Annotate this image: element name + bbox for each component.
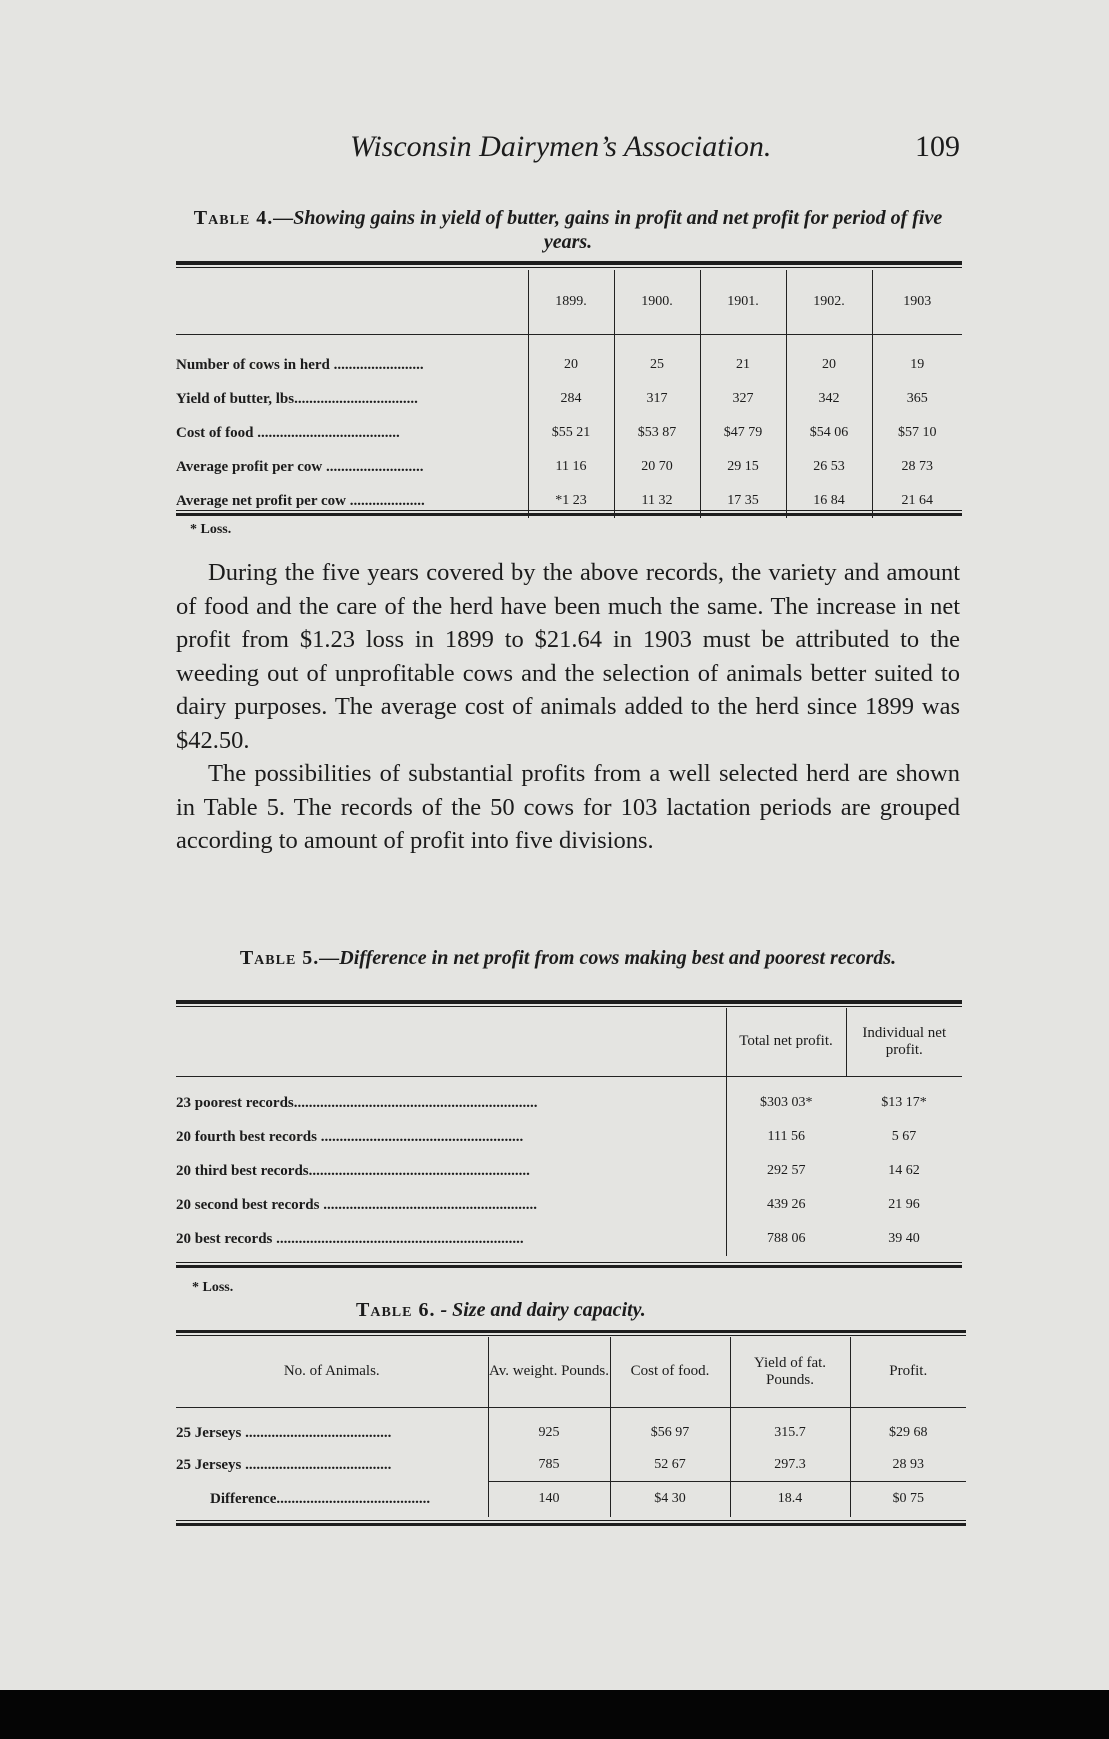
table6-row-difference [176,1481,966,1517]
table4-cell: *1 23 [528,484,614,518]
table4-cell: $57 10 [872,416,962,450]
table6-cell: 785 [488,1449,610,1481]
table6-top-rule [176,1330,966,1333]
table4-col-1903: 1903 [872,270,962,334]
table4-cell: 16 84 [786,484,872,518]
table5-row [176,1086,962,1120]
running-head-title: Wisconsin Dairymen’s Association. [350,130,772,163]
table5-row [176,1120,962,1154]
table4-cell: 21 [700,348,786,382]
table4-cell: 21 64 [872,484,962,518]
table6-col-fat: Yield of fat. Pounds. [730,1337,850,1407]
table6-col-weight: Av. weight. Pounds. [488,1337,610,1407]
table4-cell: 20 [786,348,872,382]
table4-row-label: Average net profit per cow .................... [176,492,425,509]
table6-header-row [176,1337,966,1407]
table4-cell: 20 [528,348,614,382]
table5-row-label: 20 third best records........................................................... [176,1162,530,1179]
table4 [176,270,962,518]
table6-cell: 28 93 [850,1449,966,1481]
table4-cell: $54 06 [786,416,872,450]
table6-caption-text: - Size and dairy capacity. [440,1299,646,1321]
page-number: 109 [915,130,960,163]
table6-row [176,1417,966,1449]
table6-row-label: 25 Jerseys ....................................... [176,1424,392,1441]
table5-cell: 439 26 [726,1188,846,1222]
table5-row-label: 20 second best records ......................................................... [176,1196,537,1213]
table4-bottom-rule-thin [176,510,962,511]
table5-cell: $303 03* [726,1086,846,1120]
table5-header-blank [176,1008,726,1076]
table4-cell: 19 [872,348,962,382]
table4-cell: 11 32 [614,484,700,518]
table6-spacer-row [176,1407,966,1417]
table6-row [176,1449,966,1481]
table4-row [176,382,962,416]
table4-cell: 342 [786,382,872,416]
table5-cell: 788 06 [726,1222,846,1256]
table4-top-rule [176,261,962,265]
table6-label: Table 6. [356,1299,436,1321]
scan-border [0,1690,1109,1739]
table6-bottom-rule [176,1523,966,1526]
table5-row-label: 23 poorest records................................................................. [176,1094,538,1111]
table4-caption [176,206,960,254]
table6-caption [356,1298,776,1322]
table4-cell: 11 16 [528,450,614,484]
table5-spacer-row [176,1076,962,1086]
table5-bottom-rule [176,1265,962,1268]
table6-cell: 297.3 [730,1449,850,1481]
table4-col-1899: 1899. [528,270,614,334]
table5 [176,1008,962,1256]
table4-col-1902: 1902. [786,270,872,334]
paragraph: The possibilities of substantial profits from a well selected herd are shown in Table 5. The records of the 50 cows for 103 lactation periods are grouped according to amount of profit into five divisions. [176,760,960,854]
table4-row [176,348,962,382]
table5-top-rule-thin [176,1006,962,1007]
table6-col-animals: No. of Animals. [176,1337,488,1407]
table5-row [176,1188,962,1222]
table5-cell: 111 56 [726,1120,846,1154]
table4-cell: 365 [872,382,962,416]
table6-cell: 925 [488,1417,610,1449]
table4-cell: 29 15 [700,450,786,484]
table4-bottom-rule [176,513,962,516]
table4-row-label: Cost of food ...................................... [176,424,400,441]
table5-cell: 21 96 [888,1197,920,1212]
table4-cell: 28 73 [872,450,962,484]
table4-cell: 284 [528,382,614,416]
table5-col-individual: Individual net profit. [846,1008,962,1076]
table4-cell: $47 79 [700,416,786,450]
table4-spacer-row [176,334,962,348]
table6-cell: $56 97 [610,1417,730,1449]
table4-cell: 25 [614,348,700,382]
table5-footnote: * Loss. [192,1280,234,1295]
table4-caption-text: —Showing gains in yield of butter, gains in profit and net profit for period of five years. [273,207,943,253]
table5-row [176,1154,962,1188]
table4-col-1900: 1900. [614,270,700,334]
table4-row-label: Number of cows in herd ........................ [176,356,424,373]
table4-row-label: Yield of butter, lbs................................. [176,390,418,407]
table5-cell: 14 62 [888,1163,920,1178]
table4-col-1901: 1901. [700,270,786,334]
table6-cell: 18.4 [730,1481,850,1517]
table4-row [176,416,962,450]
body-text [176,556,960,858]
table4-header-row [176,270,962,334]
table6-col-profit: Profit. [850,1337,966,1407]
table4-cell: 26 53 [786,450,872,484]
table6-col-cost: Cost of food. [610,1337,730,1407]
table4-row-label: Average profit per cow .......................... [176,458,424,475]
table5-caption [176,946,960,970]
table6 [176,1337,966,1517]
table5-col-total: Total net profit. [726,1008,846,1076]
table6-cell: 52 67 [610,1449,730,1481]
table6-cell: 140 [488,1481,610,1517]
table4-row [176,450,962,484]
table5-cell: 39 40 [888,1231,920,1246]
table4-cell: 17 35 [700,484,786,518]
table5-header-row [176,1008,962,1076]
table6-row-label: 25 Jerseys ....................................... [176,1456,392,1473]
running-head [340,130,960,170]
table6-cell: $0 75 [850,1481,966,1517]
table5-cell: $13 17* [881,1095,927,1110]
table5-bottom-rule-thin [176,1262,962,1263]
table4-cell: 327 [700,382,786,416]
table6-top-rule-thin [176,1335,966,1336]
table4-cell: $55 21 [528,416,614,450]
table5-cell: 292 57 [726,1154,846,1188]
table4-cell: $53 87 [614,416,700,450]
table5-row [176,1222,962,1256]
table4-label: Table 4. [193,207,274,229]
table6-cell: $4 30 [610,1481,730,1517]
table6-cell: $29 68 [850,1417,966,1449]
table6-row-label: Difference......................................... [210,1490,431,1507]
table4-cell: 20 70 [614,450,700,484]
table5-caption-text: —Difference in net profit from cows making best and poorest records. [319,947,897,969]
table6-bottom-rule-thin [176,1520,966,1521]
table4-cell: 317 [614,382,700,416]
table5-cell: 5 67 [891,1129,917,1144]
table5-row-label: 20 fourth best records ...................................................... [176,1128,524,1145]
table6-cell: 315.7 [730,1417,850,1449]
table4-header-blank [176,270,528,334]
table5-top-rule [176,1000,962,1004]
table4-top-rule-thin [176,267,962,268]
table4-footnote: * Loss. [190,522,232,537]
table5-label: Table 5. [239,947,320,969]
table5-row-label: 20 best records .................................................................. [176,1230,524,1247]
paragraph: During the five years covered by the above records, the variety and amount of food and the care of the herd have been much the same. The increase in net profit from $1.23 loss in 1899 to $21.64 in 1903 must be attributed to the weeding out of unprofitable cows and the selection of animals better suited to dairy purposes. The average cost of animals added to the herd since 1899 was $42.50. [176,559,960,754]
